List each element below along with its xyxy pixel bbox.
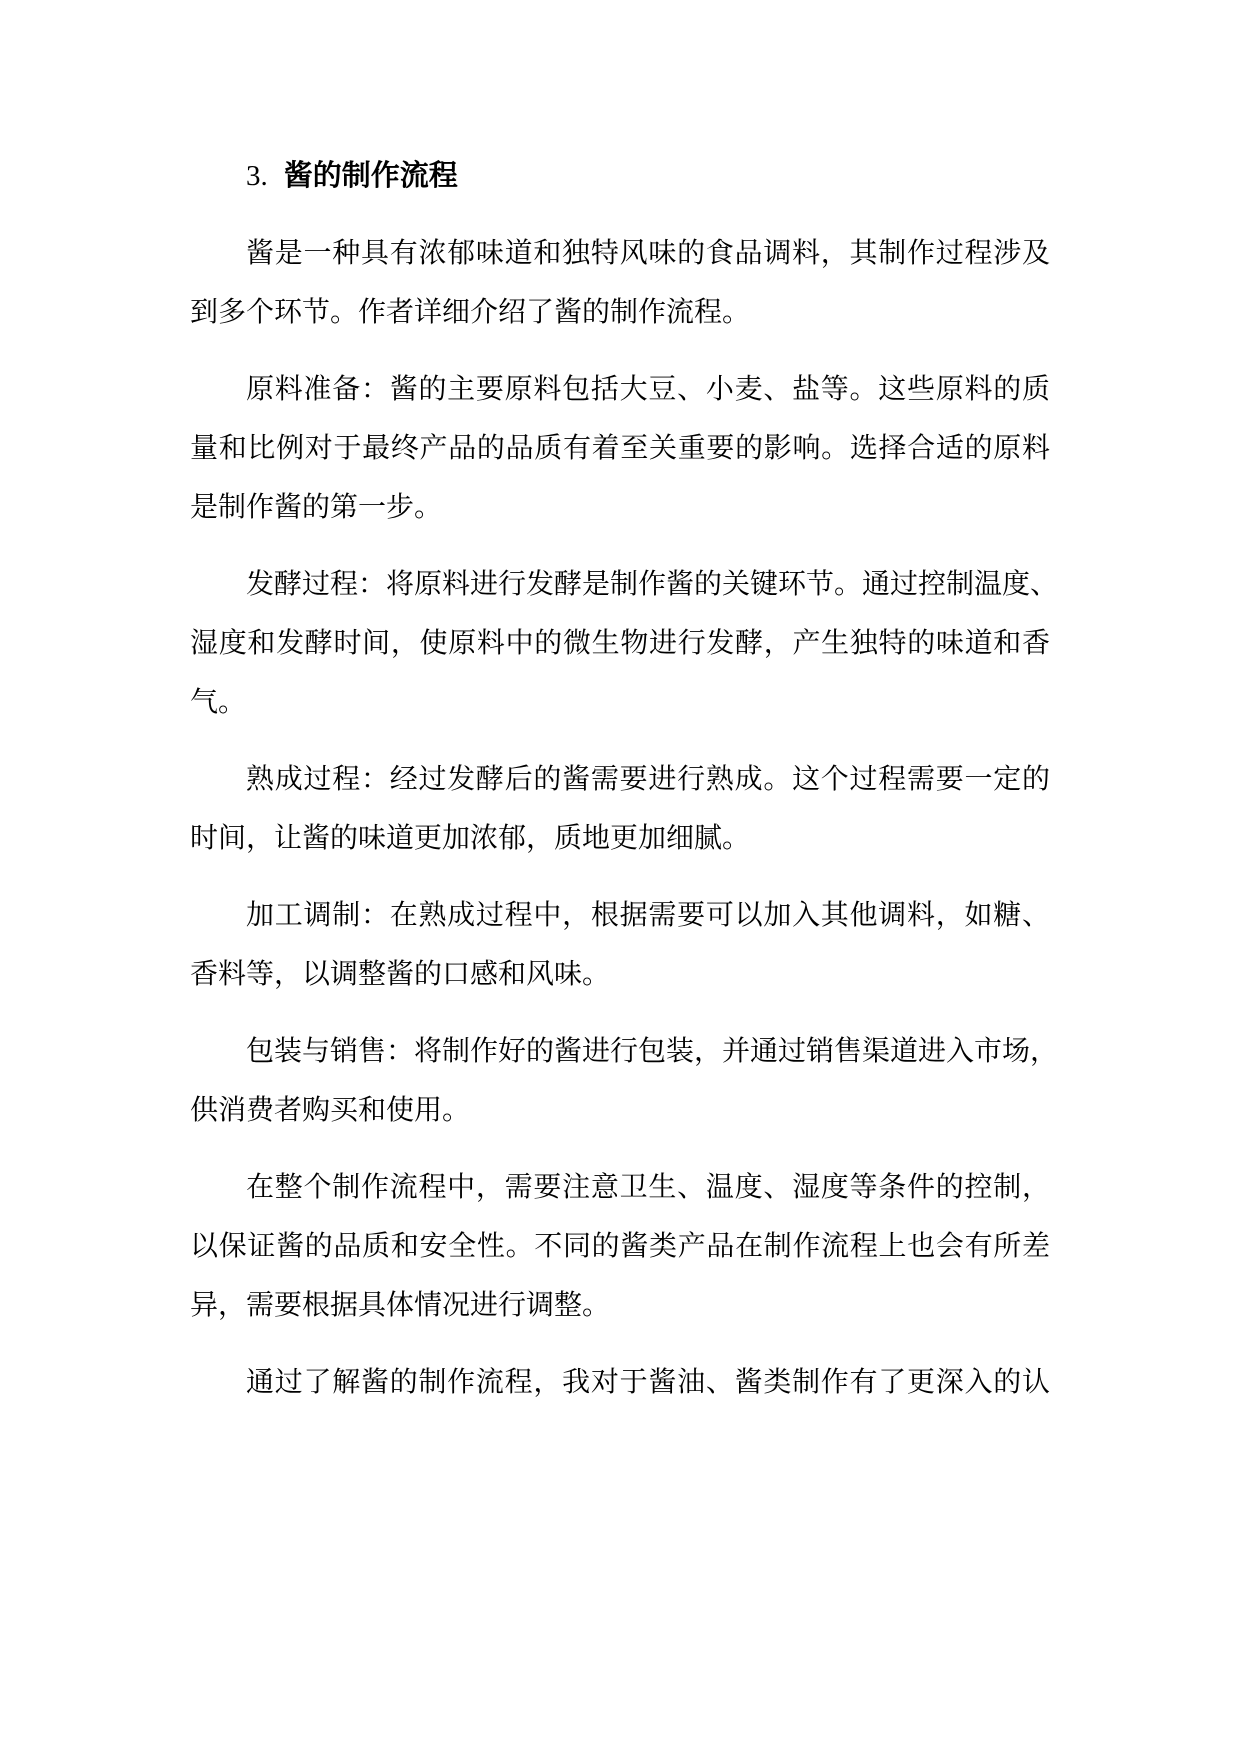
- paragraph-fermentation: [190, 554, 1059, 731]
- section-title: 酱的制作流程: [283, 158, 458, 192]
- paragraph-line: 量和比例对于最终产品的品质有着至关重要的影响。选择合适的原料: [190, 431, 1050, 464]
- paragraph-conclusion: [190, 1352, 1050, 1411]
- paragraph-line: 原料准备：酱的主要原料包括大豆、小麦、盐等。这些原料的质: [246, 372, 1050, 405]
- paragraph-line: 香料等，以调整酱的口感和风味。: [190, 957, 611, 990]
- paragraph-line: 到多个环节。作者详细介绍了酱的制作流程。: [190, 295, 751, 328]
- paragraph-line: 以保证酱的品质和安全性。不同的酱类产品在制作流程上也会有所差: [190, 1229, 1050, 1262]
- paragraph-line: 在整个制作流程中，需要注意卫生、温度、湿度等条件的控制，: [246, 1170, 1050, 1203]
- paragraph-packaging: [190, 1021, 1059, 1139]
- section-heading: [190, 146, 1050, 205]
- paragraph-processing: [190, 885, 1050, 1003]
- paragraph-line: 气。: [190, 685, 247, 718]
- paragraph-line: 异，需要根据具体情况进行调整。: [190, 1288, 611, 1321]
- paragraph-line: 通过了解酱的制作流程，我对于酱油、酱类制作有了更深入的认: [246, 1365, 1050, 1398]
- paragraph-line: 是制作酱的第一步。: [190, 490, 443, 523]
- paragraph-raw-materials: [190, 359, 1050, 536]
- paragraph-line: 包装与销售：将制作好的酱进行包装，并通过销售渠道进入市场，: [246, 1034, 1059, 1067]
- paragraph-line: 时间，让酱的味道更加浓郁，质地更加细腻。: [190, 821, 751, 854]
- paragraph-overall: [190, 1157, 1050, 1334]
- paragraph-line: 发酵过程：将原料进行发酵是制作酱的关键环节。通过控制温度、: [246, 567, 1059, 600]
- paragraph-maturation: [190, 749, 1050, 867]
- paragraph-line: 湿度和发酵时间，使原料中的微生物进行发酵，产生独特的味道和香: [190, 626, 1050, 659]
- paragraph-intro: [190, 223, 1050, 341]
- paragraph-line: 加工调制：在熟成过程中，根据需要可以加入其他调料，如糖、: [246, 898, 1050, 931]
- paragraph-line: 供消费者购买和使用。: [190, 1093, 471, 1126]
- page-content: [190, 146, 1059, 1429]
- paragraph-line: 酱是一种具有浓郁味道和独特风味的食品调料，其制作过程涉及: [246, 236, 1050, 269]
- paragraph-line: 熟成过程：经过发酵后的酱需要进行熟成。这个过程需要一定的: [246, 762, 1050, 795]
- section-number: 3.: [246, 160, 268, 192]
